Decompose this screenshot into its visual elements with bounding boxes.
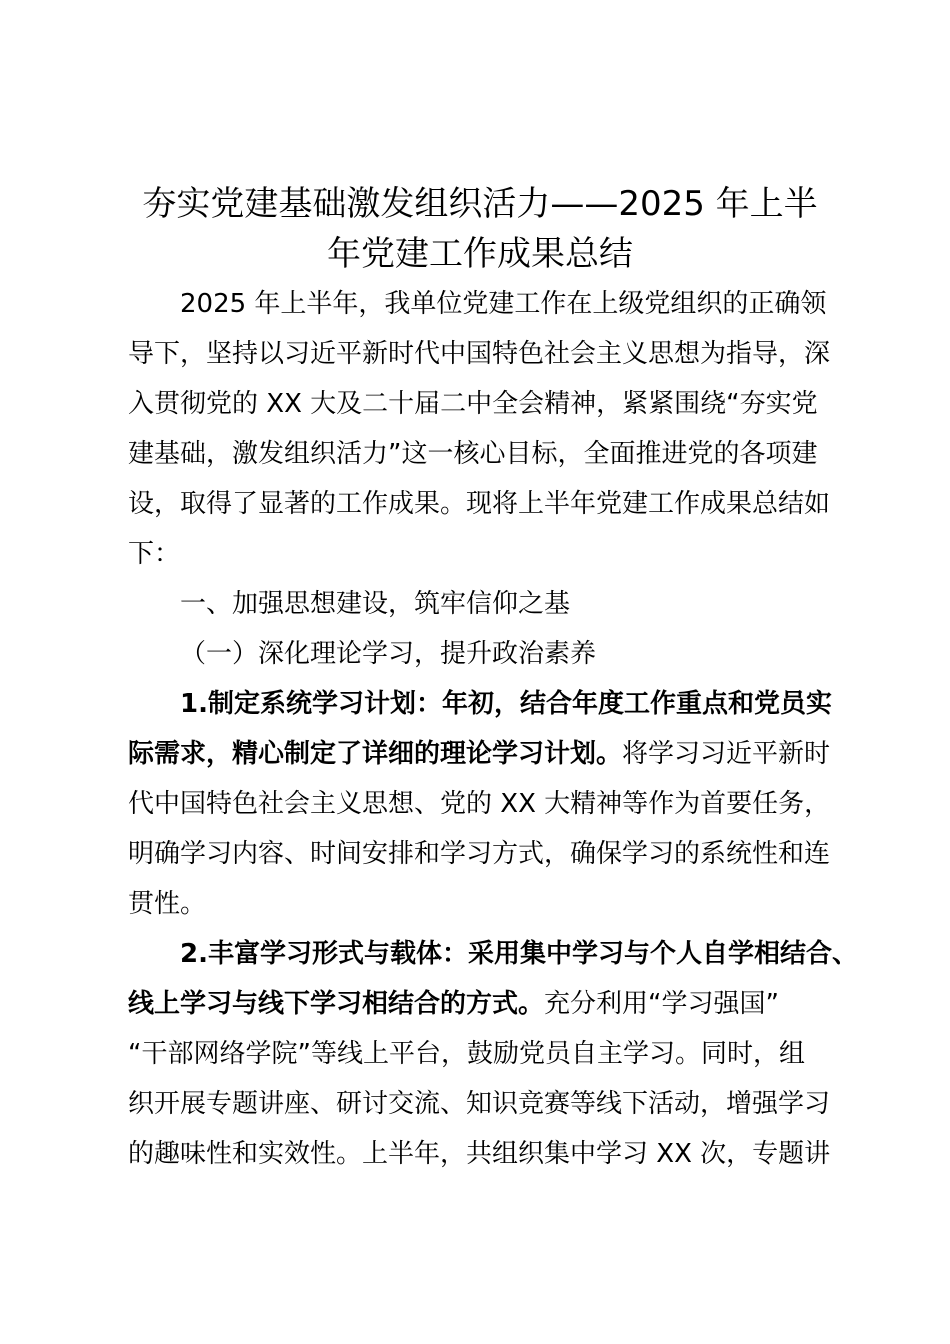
section-heading: 一、加强思想建设，筑牢信仰之基 (180, 589, 571, 619)
item1-line-2 (128, 736, 830, 772)
subsection-heading: （一）深化理论学习，提升政治素养 (180, 639, 597, 669)
intro-line-6: 下： (128, 539, 181, 569)
intro-line-5: 设，取得了显著的工作成果。现将上半年党建工作成果总结如 (128, 489, 831, 519)
item2-line-3: “干部网络学院”等线上平台，鼓励党员自主学习。同时，组 (128, 1039, 805, 1069)
document-title-line-1: 夯实党建基础激发组织活力——2025 年上半 (142, 184, 818, 224)
intro-line-2: 导下，坚持以习近平新时代中国特色社会主义思想为指导，深 (128, 339, 831, 369)
item1-line-4: 明确学习内容、时间安排和学习方式，确保学习的系统性和连 (128, 839, 831, 869)
item2-bold-line-2: 线上学习与线下学习相结合的方式。 (128, 989, 545, 1019)
item1-line-5: 贯性。 (128, 889, 207, 919)
item2-normal-line-2: 充分利用“学习强国” (544, 989, 779, 1019)
item1-normal-line-2: 将学习习近平新时 (622, 739, 831, 769)
intro-line-1: 2025 年上半年，我单位党建工作在上级党组织的正确领 (180, 289, 827, 319)
item1-bold-line-2: 际需求，精心制定了详细的理论学习计划。 (128, 739, 623, 769)
item2-line-5: 的趣味性和实效性。上半年，共组织集中学习 XX 次，专题讲 (128, 1139, 831, 1169)
intro-line-3: 入贯彻党的 XX 大及二十届二中全会精神，紧紧围绕“夯实党 (128, 389, 818, 419)
document-title-line-2: 年党建工作成果总结 (327, 234, 633, 274)
item2-line-4: 织开展专题讲座、研讨交流、知识竞赛等线下活动，增强学习 (128, 1089, 831, 1119)
intro-line-4: 建基础，激发组织活力”这一核心目标，全面推进党的各项建 (128, 439, 818, 469)
item1-line-3: 代中国特色社会主义思想、党的 XX 大精神等作为首要任务， (128, 789, 831, 819)
item1-bold-line-1: 1.制定系统学习计划：年初，结合年度工作重点和党员实 (180, 689, 832, 719)
item2-line-2 (128, 986, 779, 1022)
item2-bold-line-1: 2.丰富学习形式与载体：采用集中学习与个人自学相结合、 (180, 939, 858, 969)
